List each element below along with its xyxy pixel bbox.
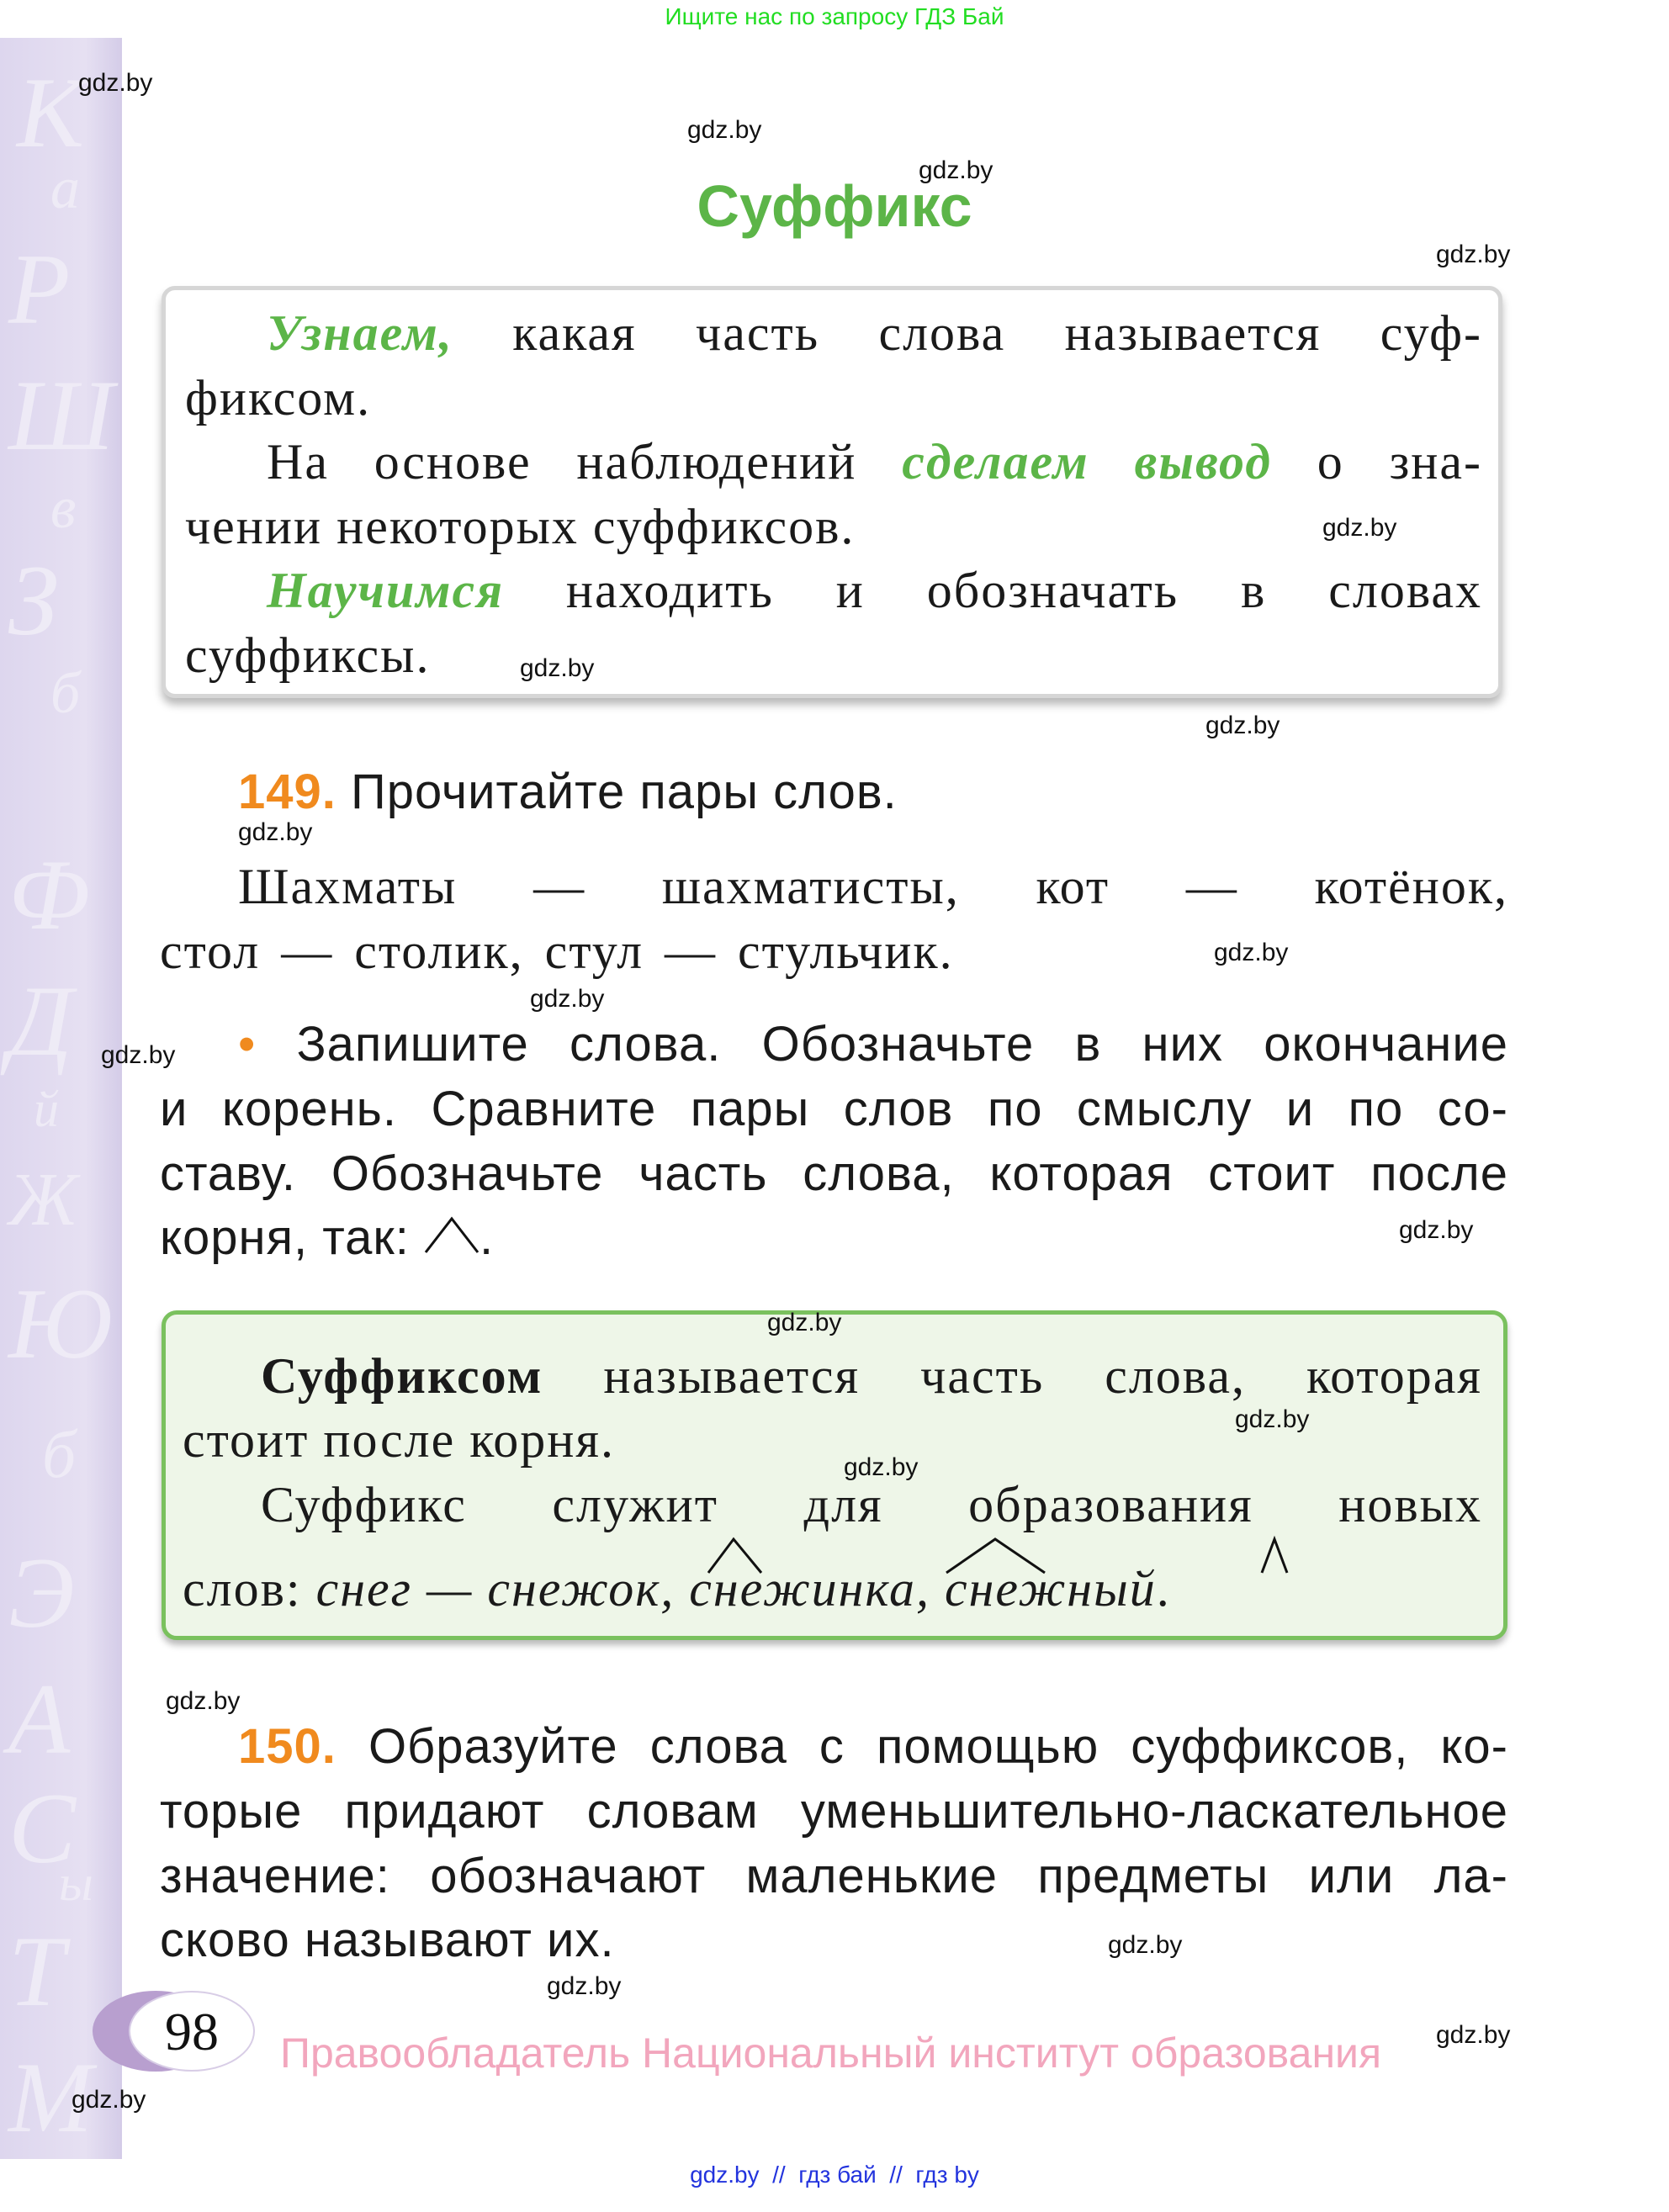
sidebar-letter: Ж [8,1158,78,1241]
exercise-150-line-4: сково называют их. [160,1913,615,1967]
bullet-icon: • [238,1017,257,1072]
exercise-149-heading [238,764,898,820]
watermark: gdz.by [72,2086,146,2114]
sidebar-letter: З [8,544,59,656]
highlight-learn-to: Научимся [267,563,505,618]
watermark: gdz.by [919,156,993,184]
task-line-3: ставу. Обозначьте часть слова, которая стоит после [160,1146,1508,1201]
watermark: gdz.by [78,69,153,97]
sidebar-letter: К [17,56,84,168]
rule-line-4 [183,1560,1171,1618]
task-line-4 [160,1209,494,1266]
watermark: gdz.by [1399,1216,1474,1244]
decorative-alphabet-sidebar [0,38,122,2159]
sidebar-letter: й [34,1082,59,1137]
rule-line-2: стоит после корня. [183,1412,616,1468]
goals-line-2: фиксом. [185,370,372,426]
sidebar-letter: Д [8,965,73,1077]
bottom-links[interactable]: gdz.by // гдз бай // гдз by [690,2162,979,2188]
sidebar-letter: ы [59,1855,93,1911]
watermark: gdz.by [687,116,762,144]
text: . [479,1210,495,1265]
goals-line-4: чении некоторых суффиксов. [185,499,856,554]
sidebar-letter: Р [8,233,71,345]
text: На основе наблюдений [267,434,903,489]
goals-line-5 [267,562,1482,620]
watermark: gdz.by [1108,1931,1183,1959]
watermark: gdz.by [1205,712,1280,739]
sidebar-letter: М [8,2041,93,2153]
task-line-1 [238,1016,1508,1072]
text: называется часть слова, которая [543,1348,1482,1404]
exercise-number: 150. [238,1719,336,1774]
watermark: gdz.by [520,654,595,682]
rule-line-3: Суффикс служит для образования новых [261,1477,1482,1532]
watermark: gdz.by [1436,2021,1511,2049]
sidebar-letter: а [50,156,80,221]
watermark: gdz.by [844,1453,919,1481]
exercise-150-line-1 [238,1718,1508,1775]
text: какая часть слова называется суф- [453,305,1482,361]
text: Образуйте слова с помощью суффиксов, ко- [336,1719,1508,1774]
sidebar-letter: в [50,476,77,541]
goals-line-1 [267,304,1482,362]
exercise-150-line-2: торые придают словам уменьшительно-ласкательное [160,1784,1508,1839]
top-banner[interactable]: Ищите нас по запросу ГДЗ Бай [665,3,1004,29]
copyright-notice: Правообладатель Национальный институт образования [280,2029,1382,2077]
text: корня, так: [160,1210,424,1265]
highlight-conclude: сделаем вывод [902,434,1272,489]
watermark: gdz.by [1235,1405,1310,1433]
sidebar-letter: Т [8,1915,65,2027]
suffix-mark-icon [424,1215,480,1254]
highlight-learn: Узнаем, [267,305,453,361]
watermark: gdz.by [1214,939,1289,966]
sidebar-letter: б [50,661,81,726]
task-line-2: и корень. Сравните пары слов по смыслу и по со- [160,1082,1508,1136]
sidebar-letter: С [8,1772,77,1884]
sidebar-letter: Ш [8,359,114,471]
watermark: gdz.by [238,818,313,846]
exercise-150-line-3: значение: обозначают маленькие предметы или ла- [160,1849,1508,1903]
watermark: gdz.by [547,1972,622,2000]
sidebar-letter: Ю [8,1267,113,1379]
text: Запишите слова. Обозначьте в них окончание [256,1017,1508,1072]
page-number-badge [91,1991,259,2075]
watermark: gdz.by [767,1309,842,1336]
example-words: снег — снежок, снежинка, снежный [315,1561,1157,1617]
text: слов: [183,1561,316,1617]
watermark: gdz.by [101,1041,176,1069]
watermark: gdz.by [1436,241,1511,268]
word-pairs-line-1: Шахматы — шахматисты, кот — котёнок, [238,859,1508,914]
goals-line-6: суффиксы. [185,627,431,683]
sidebar-letter: б [42,1418,77,1492]
page-number: 98 [165,2002,219,2061]
term-suffix: Суффиксом [261,1348,543,1404]
text: о зна- [1271,434,1482,489]
word-pairs-line-2: стол — столик, стул — стульчик. [160,923,954,979]
sidebar-letter: А [8,1663,71,1775]
page-title: Суффикс [697,173,972,239]
watermark: gdz.by [166,1687,241,1715]
goals-line-3 [267,433,1482,491]
watermark: gdz.by [530,985,605,1013]
exercise-task: Прочитайте пары слов. [336,765,898,819]
text: находить и обозначать в словах [504,563,1482,618]
exercise-number: 149. [238,765,336,819]
sidebar-letter: Э [8,1537,75,1648]
rule-line-1 [261,1347,1482,1405]
text: . [1156,1561,1171,1617]
watermark: gdz.by [1322,514,1397,542]
sidebar-letter: Ф [8,839,90,950]
